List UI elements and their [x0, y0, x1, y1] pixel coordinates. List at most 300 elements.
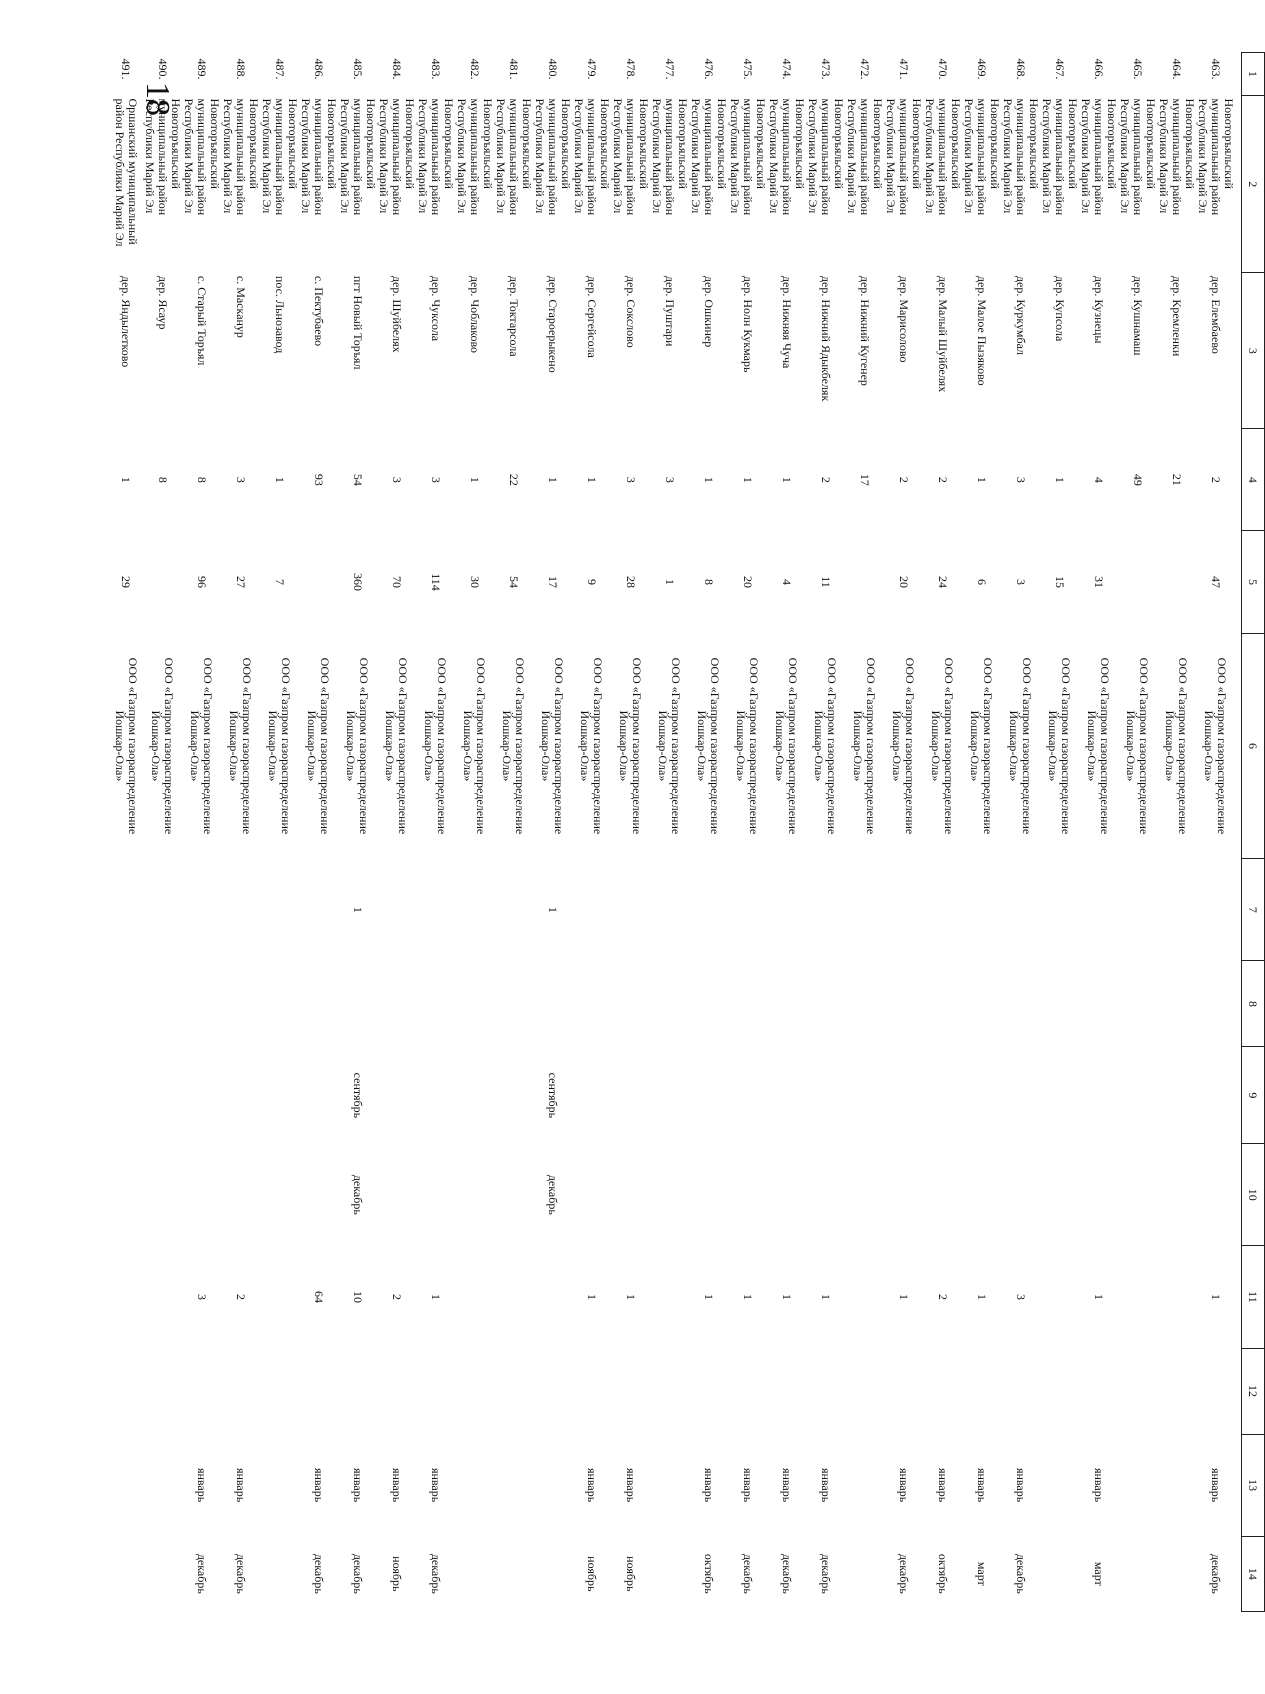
column-header: 8: [1242, 961, 1265, 1047]
start-month-cell: январь: [897, 1467, 911, 1503]
row-number: 481.: [507, 58, 521, 80]
settlement-cell: с. Старый Торъял: [195, 275, 209, 366]
operator-cell: ООО «Газпром газораспределение Йошкар-Ола»: [695, 657, 723, 835]
operator-cell: ООО «Газпром газораспределение Йошкар-Ола»: [500, 657, 528, 835]
col12-cell: [806, 1348, 845, 1434]
col5-cell: 360: [351, 572, 365, 591]
col9-cell: [221, 1047, 260, 1144]
table-row: [1079, 53, 1118, 1612]
end-month-cell: октябрь: [702, 1553, 716, 1594]
col9-cell: сентябрь: [546, 1072, 560, 1119]
settlement-cell: дер. Чоблаково: [468, 275, 482, 354]
row-number: 474.: [780, 58, 794, 80]
col12-cell: [728, 1348, 767, 1434]
col5-cell: [1118, 531, 1157, 633]
settlement-cell: дер. Сергейсола: [585, 275, 599, 358]
col11-cell: 1: [429, 1293, 443, 1300]
table-row: [109, 53, 143, 1612]
operator-cell: ООО «Газпром газораспределение Йошкар-Ола»: [188, 657, 216, 835]
row-number: 476.: [702, 58, 716, 80]
col12-cell: [533, 1348, 572, 1434]
col8-cell: [260, 961, 299, 1047]
col9-cell: [923, 1047, 962, 1144]
col8-cell: [572, 961, 611, 1047]
municipality-cell: Новоторъяльский муниципальный район Республики Марий Эл: [806, 98, 846, 216]
settlement-cell: дер. Нижний Ядыкбеляк: [819, 275, 833, 402]
col11-cell: 2: [390, 1293, 404, 1300]
col7-cell: [1079, 859, 1118, 961]
operator-cell: ООО «Газпром газораспределение Йошкар-Ола»: [422, 657, 450, 835]
col9-cell: [767, 1047, 806, 1144]
col4-cell: 1: [975, 476, 989, 483]
column-header: 11: [1242, 1246, 1265, 1348]
col10-cell: [1196, 1144, 1242, 1246]
table-row: [689, 53, 728, 1612]
col4-cell: 3: [624, 476, 638, 483]
col10-cell: [806, 1144, 845, 1246]
municipality-cell: Новоторъяльский муниципальный район Республики Марий Эл: [845, 98, 885, 216]
operator-cell: ООО «Газпром газораспределение Йошкар-Ола»: [617, 657, 645, 835]
municipality-cell: Новоторъяльский муниципальный район Республики Марий Эл: [221, 98, 261, 216]
operator-cell: ООО «Газпром газораспределение Йошкар-Ола»: [539, 657, 567, 835]
col12-cell: [221, 1348, 260, 1434]
municipality-cell: Новоторъяльский муниципальный район Республики Марий Эл: [611, 98, 651, 216]
col7-cell: [494, 859, 533, 961]
operator-cell: ООО «Газпром газораспределение Йошкар-Ола»: [227, 657, 255, 835]
col8-cell: [1079, 961, 1118, 1047]
start-month-cell: [1118, 1434, 1157, 1536]
col5-cell: 24: [936, 575, 950, 588]
table-row: [377, 53, 416, 1612]
col10-cell: [962, 1144, 1001, 1246]
col9-cell: [1157, 1047, 1196, 1144]
col4-cell: 3: [663, 476, 677, 483]
settlement-cell: пгт Новый Торъял: [351, 275, 365, 370]
col5-cell: 27: [234, 575, 248, 588]
col10-cell: [455, 1144, 494, 1246]
start-month-cell: январь: [702, 1467, 716, 1503]
row-number: 484.: [390, 58, 404, 80]
col5-cell: 31: [1092, 575, 1106, 588]
col9-cell: [611, 1047, 650, 1144]
col4-cell: 3: [390, 476, 404, 483]
col5-cell: 28: [624, 575, 638, 588]
col11-cell: [1118, 1246, 1157, 1348]
col8-cell: [767, 961, 806, 1047]
col11-cell: 1: [1092, 1293, 1106, 1300]
col8-cell: [728, 961, 767, 1047]
municipality-cell: Новоторъяльский муниципальный район Республики Марий Эл: [260, 98, 300, 216]
table-row: [806, 53, 845, 1612]
column-header: 9: [1242, 1047, 1265, 1144]
column-header: 10: [1242, 1144, 1265, 1246]
col4-cell: 1: [119, 476, 134, 483]
col8-cell: [455, 961, 494, 1047]
table-row: [1001, 53, 1040, 1612]
table-row: [416, 53, 455, 1612]
municipality-cell: Новоторъяльский муниципальный район Республики Марий Эл: [1001, 98, 1041, 216]
col11-cell: [1040, 1246, 1079, 1348]
col7-cell: [884, 859, 923, 961]
col8-cell: [494, 961, 533, 1047]
row-number: 483.: [429, 58, 443, 80]
col4-cell: 1: [546, 476, 560, 483]
col7-cell: [416, 859, 455, 961]
settlement-cell: дер. Нижняя Чуча: [780, 275, 794, 369]
table-row: [1157, 53, 1196, 1612]
col10-cell: [650, 1144, 689, 1246]
table-row: [338, 53, 377, 1612]
municipality-cell: Новоторъяльский муниципальный район Республики Марий Эл: [182, 98, 222, 216]
col10-cell: [845, 1144, 884, 1246]
operator-cell: ООО «Газпром газораспределение Йошкар-Ола»: [461, 657, 489, 835]
end-month-cell: ноябрь: [624, 1556, 638, 1592]
row-number: 480.: [546, 58, 560, 80]
col8-cell: [923, 961, 962, 1047]
end-month-cell: [109, 1536, 143, 1611]
settlement-cell: дер. Кремленки: [1170, 275, 1184, 357]
col9-cell: [260, 1047, 299, 1144]
row-number: 466.: [1092, 58, 1106, 80]
operator-cell: ООО «Газпром газораспределение Йошкар-Ола»: [656, 657, 684, 835]
col11-cell: 1: [702, 1293, 716, 1300]
operator-cell: ООО «Газпром газораспределение Йошкар-Ола»: [305, 657, 333, 835]
col9-cell: [1079, 1047, 1118, 1144]
col7-cell: [1118, 859, 1157, 961]
municipality-cell: Оршанский муниципальный район Республики Марий Эл: [113, 98, 140, 247]
settlement-cell: дер. Елембаево: [1209, 275, 1223, 354]
start-month-cell: [494, 1434, 533, 1536]
municipality-cell: Новоторъяльский муниципальный район Республики Марий Эл: [533, 98, 573, 216]
col12-cell: [109, 1348, 143, 1434]
col5-cell: 29: [119, 575, 134, 588]
municipality-cell: Новоторъяльский муниципальный район Республики Марий Эл: [455, 98, 495, 216]
col5-cell: 114: [429, 573, 443, 591]
col12-cell: [455, 1348, 494, 1434]
col10-cell: [109, 1144, 143, 1246]
col10-cell: [689, 1144, 728, 1246]
end-month-cell: [455, 1536, 494, 1611]
col5-cell: 8: [702, 578, 716, 585]
col4-cell: 3: [1014, 476, 1028, 483]
table-row: [1118, 53, 1157, 1612]
settlement-cell: с. Пектубаево: [312, 275, 326, 347]
rotated-table-sheet: [113, 52, 1265, 1612]
table-row: [845, 53, 884, 1612]
start-month-cell: [260, 1434, 299, 1536]
col9-cell: [182, 1047, 221, 1144]
col7-cell: [1157, 859, 1196, 961]
col11-cell: 1: [1209, 1293, 1223, 1300]
row-number: 490.: [156, 58, 170, 80]
end-month-cell: декабрь: [234, 1553, 248, 1594]
operator-cell: ООО «Газпром газораспределение Йошкар-Ола»: [1163, 657, 1191, 835]
col5-cell: 6: [975, 578, 989, 585]
start-month-cell: [109, 1434, 143, 1536]
col7-cell: 1: [546, 906, 560, 913]
start-month-cell: январь: [351, 1467, 365, 1503]
col12-cell: [260, 1348, 299, 1434]
col11-cell: [533, 1246, 572, 1348]
col7-cell: [689, 859, 728, 961]
col5-cell: 20: [741, 575, 755, 588]
col5-cell: 11: [819, 576, 833, 588]
col10-cell: [416, 1144, 455, 1246]
column-header: 7: [1242, 859, 1265, 961]
start-month-cell: январь: [234, 1467, 248, 1503]
municipality-cell: Новоторъяльский муниципальный район Республики Марий Эл: [1157, 98, 1197, 216]
col8-cell: [533, 961, 572, 1047]
col8-cell: [1040, 961, 1079, 1047]
col12-cell: [1001, 1348, 1040, 1434]
col10-cell: [221, 1144, 260, 1246]
settlement-cell: дер. Нолн Кукмарь: [741, 275, 755, 373]
settlement-cell: дер. Малое Пызяково: [975, 275, 989, 386]
end-month-cell: декабрь: [819, 1553, 833, 1594]
row-number: 487.: [273, 58, 287, 80]
col11-cell: [494, 1246, 533, 1348]
col9-cell: [377, 1047, 416, 1144]
column-header: 3: [1242, 273, 1265, 429]
row-number: 479.: [585, 58, 599, 80]
col4-cell: 8: [156, 476, 170, 483]
row-number: 485.: [351, 58, 365, 80]
end-month-cell: декабрь: [351, 1553, 365, 1594]
col11-cell: 2: [234, 1293, 248, 1300]
col4-cell: 1: [780, 476, 794, 483]
col5-cell: 17: [546, 575, 560, 588]
table-row: [494, 53, 533, 1612]
col12-cell: [494, 1348, 533, 1434]
col7-cell: [767, 859, 806, 961]
end-month-cell: декабрь: [1014, 1553, 1028, 1594]
settlement-cell: пос. Льнозавод: [273, 275, 287, 354]
col5-cell: 3: [1014, 578, 1028, 585]
operator-cell: ООО «Газпром газораспределение Йошкар-Ола»: [344, 657, 372, 835]
col8-cell: [1118, 961, 1157, 1047]
column-header: 6: [1242, 633, 1265, 859]
col4-cell: 1: [741, 476, 755, 483]
col10-cell: [767, 1144, 806, 1246]
col12-cell: [1196, 1348, 1242, 1434]
municipality-cell: Новоторъяльский муниципальный район Республики Марий Эл: [299, 98, 339, 216]
col9-cell: [650, 1047, 689, 1144]
col9-cell: [416, 1047, 455, 1144]
col9-cell: [1001, 1047, 1040, 1144]
col10-cell: декабрь: [351, 1174, 365, 1215]
col11-cell: 1: [897, 1293, 911, 1300]
col11-cell: 1: [741, 1293, 755, 1300]
col10-cell: [260, 1144, 299, 1246]
municipality-cell: Новоторъяльский муниципальный район Республики Марий Эл: [728, 98, 768, 216]
col5-cell: 15: [1053, 575, 1067, 588]
col8-cell: [650, 961, 689, 1047]
start-month-cell: январь: [585, 1467, 599, 1503]
col12-cell: [650, 1348, 689, 1434]
col11-cell: 3: [195, 1293, 209, 1300]
col5-cell: 70: [390, 575, 404, 588]
col9-cell: [109, 1047, 143, 1144]
start-month-cell: [650, 1434, 689, 1536]
col11-cell: [260, 1246, 299, 1348]
end-month-cell: [260, 1536, 299, 1611]
start-month-cell: январь: [1092, 1467, 1106, 1503]
col7-cell: [572, 859, 611, 961]
operator-cell: ООО «Газпром газораспределение Йошкар-Ола»: [266, 657, 294, 835]
end-month-cell: ноябрь: [585, 1556, 599, 1592]
col10-cell: [1118, 1144, 1157, 1246]
col12-cell: [923, 1348, 962, 1434]
col8-cell: [338, 961, 377, 1047]
col10-cell: [923, 1144, 962, 1246]
col5-cell: 30: [468, 575, 482, 588]
end-month-cell: [1157, 1536, 1196, 1611]
col11-cell: 3: [1014, 1293, 1028, 1300]
col12-cell: [299, 1348, 338, 1434]
col8-cell: [1196, 961, 1242, 1047]
col10-cell: [572, 1144, 611, 1246]
row-number: 463.: [1209, 58, 1223, 80]
col11-cell: 1: [975, 1293, 989, 1300]
col7-cell: [260, 859, 299, 961]
table-row: [1196, 53, 1242, 1612]
col8-cell: [1157, 961, 1196, 1047]
municipality-cell: Новоторъяльский муниципальный район Республики Марий Эл: [143, 98, 183, 216]
col10-cell: [1157, 1144, 1196, 1246]
col7-cell: [299, 859, 338, 961]
col4-cell: 54: [351, 473, 365, 486]
page-number: 18: [139, 82, 176, 116]
table-row: [572, 53, 611, 1612]
start-month-cell: [1157, 1434, 1196, 1536]
settlement-cell: дер. Марисолово: [897, 275, 911, 363]
col4-cell: 22: [507, 473, 521, 486]
col7-cell: 1: [351, 906, 365, 913]
operator-cell: ООО «Газпром газораспределение Йошкар-Ола»: [1202, 657, 1230, 835]
column-header: 12: [1242, 1348, 1265, 1434]
col12-cell: [182, 1348, 221, 1434]
col7-cell: [1196, 859, 1242, 961]
end-month-cell: [1118, 1536, 1157, 1611]
settlement-cell: дер. Сокслово: [624, 275, 638, 348]
col9-cell: [1196, 1047, 1242, 1144]
col10-cell: [728, 1144, 767, 1246]
operator-cell: ООО «Газпром газораспределение Йошкар-Ола»: [968, 657, 996, 835]
table-row: [611, 53, 650, 1612]
table-row: [650, 53, 689, 1612]
table-row: [260, 53, 299, 1612]
end-month-cell: декабрь: [195, 1553, 209, 1594]
col10-cell: [182, 1144, 221, 1246]
col9-cell: [143, 1047, 182, 1144]
municipality-cell: Новоторъяльский муниципальный район Республики Марий Эл: [1196, 98, 1236, 216]
col4-cell: 1: [702, 476, 716, 483]
col11-cell: [455, 1246, 494, 1348]
col5-cell: [143, 531, 182, 633]
table-row: [533, 53, 572, 1612]
col7-cell: [221, 859, 260, 961]
col4-cell: 8: [195, 476, 209, 483]
col8-cell: [182, 961, 221, 1047]
end-month-cell: декабрь: [780, 1553, 794, 1594]
table-row: [299, 53, 338, 1612]
start-month-cell: январь: [819, 1467, 833, 1503]
col12-cell: [416, 1348, 455, 1434]
settlement-cell: дер. Купсола: [1053, 275, 1067, 342]
start-month-cell: [533, 1434, 572, 1536]
col9-cell: [1118, 1047, 1157, 1144]
table-row: [182, 53, 221, 1612]
col12-cell: [884, 1348, 923, 1434]
end-month-cell: декабрь: [429, 1553, 443, 1594]
col7-cell: [182, 859, 221, 961]
table-row: [923, 53, 962, 1612]
municipality-cell: Новоторъяльский муниципальный район Республики Марий Эл: [689, 98, 729, 216]
end-month-cell: [143, 1536, 182, 1611]
col8-cell: [806, 961, 845, 1047]
col12-cell: [689, 1348, 728, 1434]
col5-cell: [1157, 531, 1196, 633]
municipality-cell: Новоторъяльский муниципальный район Республики Марий Эл: [962, 98, 1002, 216]
col12-cell: [143, 1348, 182, 1434]
col11-cell: [1157, 1246, 1196, 1348]
col8-cell: [884, 961, 923, 1047]
start-month-cell: январь: [1209, 1467, 1223, 1503]
end-month-cell: декабрь: [741, 1553, 755, 1594]
col10-cell: [299, 1144, 338, 1246]
col9-cell: [1040, 1047, 1079, 1144]
row-number: 473.: [819, 58, 833, 80]
col4-cell: 2: [897, 476, 911, 483]
col4-cell: 2: [936, 476, 950, 483]
settlement-cell: дер. Ошкинер: [702, 275, 716, 348]
row-number: 470.: [936, 58, 950, 80]
col8-cell: [109, 961, 143, 1047]
col8-cell: [611, 961, 650, 1047]
col11-cell: [650, 1246, 689, 1348]
col9-cell: сентябрь: [351, 1072, 365, 1119]
col5-cell: 96: [195, 575, 209, 588]
start-month-cell: январь: [312, 1467, 326, 1503]
settlement-cell: дер. Нижний Кугенер: [858, 275, 872, 386]
col10-cell: [143, 1144, 182, 1246]
column-header: 2: [1242, 96, 1265, 273]
col12-cell: [767, 1348, 806, 1434]
table-row: [221, 53, 260, 1612]
col7-cell: [1001, 859, 1040, 961]
start-month-cell: январь: [936, 1467, 950, 1503]
col9-cell: [884, 1047, 923, 1144]
col7-cell: [455, 859, 494, 961]
operator-cell: ООО «Газпром газораспределение Йошкар-Ола»: [1046, 657, 1074, 835]
col4-cell: 1: [1053, 476, 1067, 483]
settlement-cell: дер. Малый Шуйбелях: [936, 275, 950, 393]
municipality-cell: Новоторъяльский муниципальный район Республики Марий Эл: [494, 98, 534, 216]
row-number: 469.: [975, 58, 989, 80]
row-number: 486.: [312, 58, 326, 80]
column-header: 1: [1242, 53, 1265, 96]
start-month-cell: [845, 1434, 884, 1536]
operator-cell: ООО «Газпром газораспределение Йошкар-Ола»: [1085, 657, 1113, 835]
start-month-cell: январь: [975, 1467, 989, 1503]
col9-cell: [572, 1047, 611, 1144]
settlement-cell: дер. Куркумбал: [1014, 275, 1028, 356]
operator-cell: ООО «Газпром газораспределение Йошкар-Ола»: [1007, 657, 1035, 835]
col12-cell: [1040, 1348, 1079, 1434]
col8-cell: [962, 961, 1001, 1047]
column-header: 14: [1242, 1536, 1265, 1611]
col8-cell: [416, 961, 455, 1047]
